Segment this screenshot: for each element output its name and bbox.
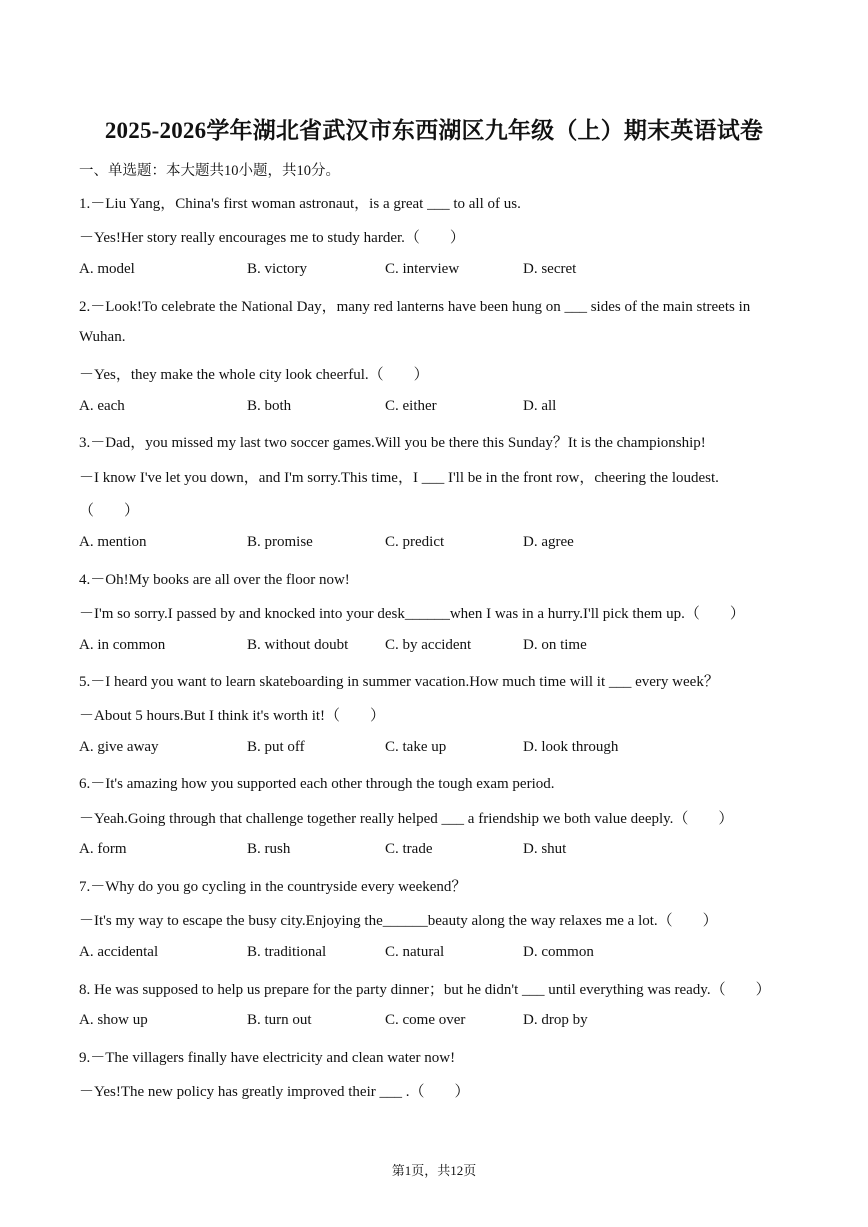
option-c: C. predict bbox=[385, 534, 445, 550]
question-8-line-1: 8. He was supposed to help us prepare for the party dinner；but he didn't ___ until everything was ready.（ ） bbox=[79, 982, 771, 998]
question-4-line-2: －I'm so sorry.I passed by and knocked into your desk______when I was in a hurry.I'll pick them up.（ ） bbox=[79, 606, 745, 622]
question-3-line-1: 3.－Dad，you missed my last two soccer games.Will you be there this Sunday？It is the championship! bbox=[79, 435, 706, 451]
question-5-line-1: 5.－I heard you want to learn skateboarding in summer vacation.How much time will it ___ every week？ bbox=[79, 674, 719, 690]
option-d: D. all bbox=[523, 398, 557, 414]
page-footer: 第1页，共12页 bbox=[391, 1163, 477, 1178]
exam-title: 2025-2026学年湖北省武汉市东西湖区九年级（上）期末英语试卷 bbox=[104, 118, 764, 143]
option-b: B. promise bbox=[247, 534, 313, 550]
option-a: A. accidental bbox=[79, 944, 159, 960]
option-a: A. mention bbox=[79, 534, 147, 550]
question-2-line-2: Wuhan. bbox=[79, 329, 126, 345]
section-heading: 一、单选题：本大题共10小题，共10分。 bbox=[79, 163, 340, 179]
question-9-line-1: 9.－The villagers finally have electricity and clean water now! bbox=[79, 1050, 456, 1066]
question-3-line-2: －I know I've let you down，and I'm sorry.This time，I ___ I'll be in the front row，cheering the loudest. bbox=[79, 470, 719, 486]
question-6-line-2: －Yeah.Going through that challenge together really helped ___ a friendship we both value deeply.（ ） bbox=[79, 811, 734, 827]
option-d: D. look through bbox=[523, 739, 619, 755]
option-b: B. both bbox=[247, 398, 292, 414]
option-c: C. natural bbox=[385, 944, 445, 960]
option-c: C. either bbox=[385, 398, 437, 414]
option-a: A. in common bbox=[79, 637, 166, 653]
option-d: D. common bbox=[523, 944, 594, 960]
option-b: B. without doubt bbox=[247, 637, 349, 653]
option-b: B. traditional bbox=[247, 944, 327, 960]
question-6-line-1: 6.－It's amazing how you supported each other through the tough exam period. bbox=[79, 776, 555, 792]
option-c: C. interview bbox=[385, 261, 460, 277]
option-a: A. model bbox=[79, 261, 135, 277]
option-d: D. agree bbox=[523, 534, 574, 550]
question-4-line-1: 4.－Oh!My books are all over the floor now! bbox=[79, 572, 350, 588]
question-5-line-2: －About 5 hours.But I think it's worth it!（ ） bbox=[79, 708, 386, 724]
option-c: C. come over bbox=[385, 1012, 466, 1028]
option-d: D. shut bbox=[523, 841, 567, 857]
question-7-line-2: －It's my way to escape the busy city.Enjoying the______beauty along the way relaxes me a lot.（ ） bbox=[79, 913, 718, 929]
question-9-line-2: －Yes!The new policy has greatly improved their ___ .（ ） bbox=[79, 1084, 470, 1100]
option-b: B. turn out bbox=[247, 1012, 312, 1028]
option-a: A. show up bbox=[79, 1012, 148, 1028]
option-a: A. form bbox=[79, 841, 127, 857]
question-3-line-3: （ ） bbox=[79, 503, 140, 519]
option-c: C. trade bbox=[385, 841, 433, 857]
option-a: A. give away bbox=[79, 739, 159, 755]
question-1-line-1: 1.－Liu Yang，China's first woman astronaut，is a great ___ to all of us. bbox=[79, 196, 521, 212]
option-b: B. victory bbox=[247, 261, 307, 277]
question-7-line-1: 7.－Why do you go cycling in the countryside every weekend？ bbox=[79, 879, 467, 895]
option-c: C. by accident bbox=[385, 637, 472, 653]
question-2-line-1: 2.－Look!To celebrate the National Day，many red lanterns have been hung on ___ sides of the main streets in bbox=[79, 299, 751, 315]
option-d: D. on time bbox=[523, 637, 587, 653]
option-b: B. put off bbox=[247, 739, 305, 755]
option-d: D. secret bbox=[523, 261, 577, 277]
question-1-line-2: －Yes!Her story really encourages me to study harder.（ ） bbox=[79, 230, 465, 246]
option-a: A. each bbox=[79, 398, 125, 414]
option-c: C. take up bbox=[385, 739, 447, 755]
option-b: B. rush bbox=[247, 841, 291, 857]
option-d: D. drop by bbox=[523, 1012, 588, 1028]
question-2-line-3: －Yes，they make the whole city look cheerful.（ ） bbox=[79, 367, 429, 383]
